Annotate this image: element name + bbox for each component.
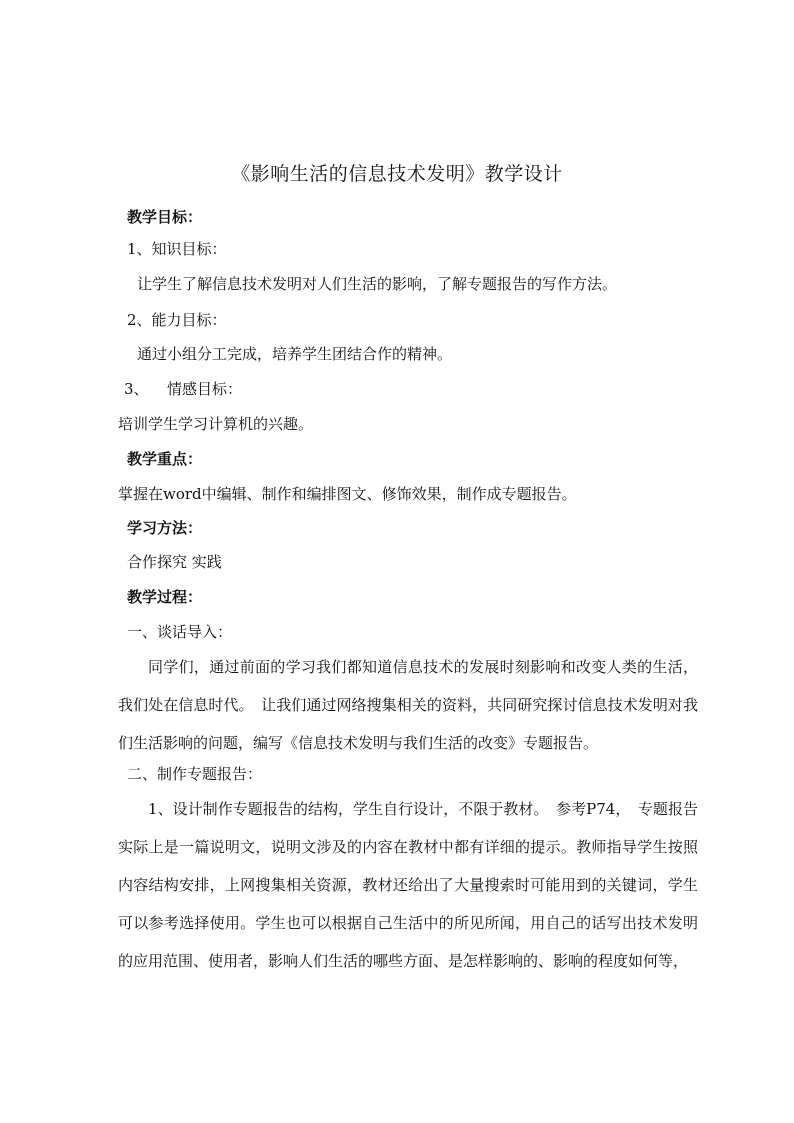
section-2-heading: 二、制作专题报告： <box>127 765 263 783</box>
learning-method-heading: 学习方法： <box>127 519 203 537</box>
learning-method-text: 合作探究 实践 <box>127 553 222 571</box>
teaching-process-heading: 教学过程： <box>127 588 203 606</box>
ability-objective-heading: 2、能力目标： <box>127 311 227 329</box>
ability-objective-text: 通过小组分工完成，培养学生团结合作的精神。 <box>137 345 453 363</box>
emotion-objective-heading: 情感目标： <box>167 380 243 398</box>
section-2-paragraph: 1、设计制作专题报告的结构，学生自行设计，不限于教材。 参考P74， 专题报告实际上是一篇说明文，说明文涉及的内容在教材中都有详细的提示。教师指导学生按照内容结构安排，上网搜集相关资源，教材还给出了大量搜索时可能用到的关键词，学生可以参考选择使用。学生也可以根据自己生活中的所见所闻，用自己的话写出技术发明的应用范围、使用者，影响人们生活的哪些方面、是怎样影响的、影响的程度如何等， <box>118 800 698 970</box>
knowledge-objective-heading: 1、知识目标： <box>127 240 227 258</box>
document-title: 《影响生活的信息技术发明》教学设计 <box>231 163 563 185</box>
key-points-text: 掌握在word中编辑、制作和编排图文、修饰效果，制作成专题报告。 <box>118 485 577 503</box>
section-1-heading: 一、谈话导入： <box>127 623 233 641</box>
section-1-paragraph: 同学们，通过前面的学习我们都知道信息技术的发展时刻影响和改变人类的生活，我们处在信息时代。 让我们通过网络搜集相关的资料，共同研究探讨信息技术发明对我们生活影响的问题，编写《信息技术发明与我们生活的改变》专题报告。 <box>118 658 698 752</box>
key-points-heading: 教学重点： <box>127 450 203 468</box>
knowledge-objective-text: 让学生了解信息技术发明对人们生活的影响，了解专题报告的写作方法。 <box>137 275 618 293</box>
emotion-objective-text: 培训学生学习计算机的兴趣。 <box>118 415 314 433</box>
objectives-heading: 教学目标： <box>127 208 203 226</box>
emotion-objective-number: 3、 <box>124 380 149 398</box>
